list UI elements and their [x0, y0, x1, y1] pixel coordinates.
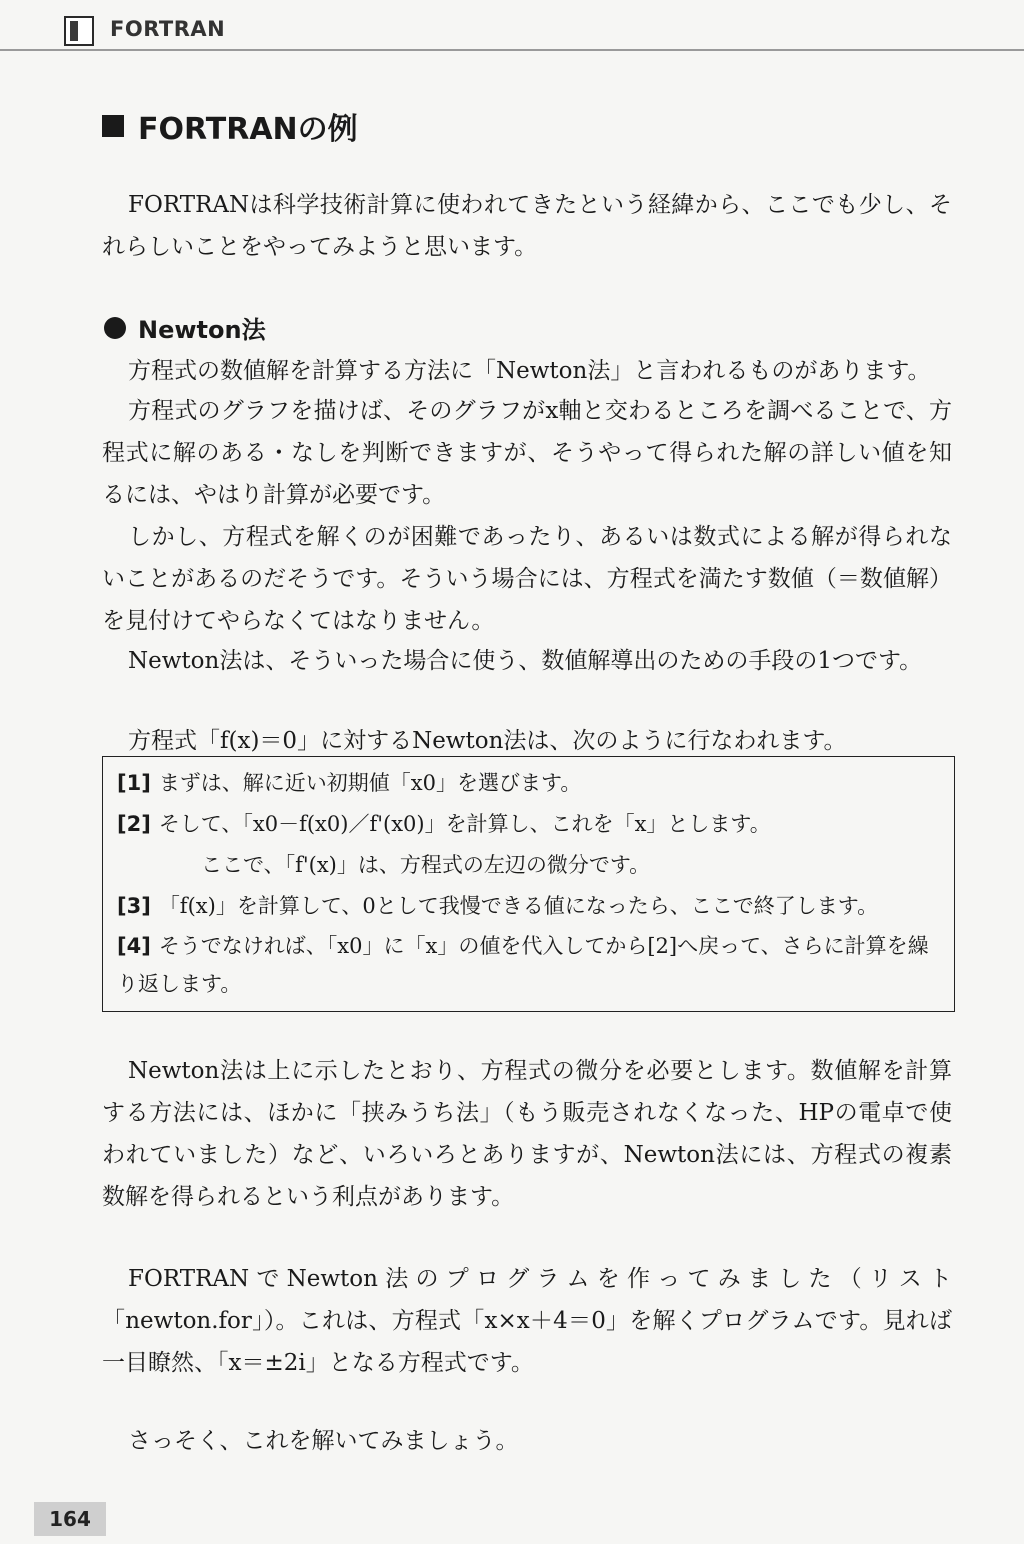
running-head-title: FORTRAN [110, 17, 226, 41]
step-item [117, 763, 940, 804]
step-item [117, 804, 940, 845]
body-paragraph: 方程式の数値解を計算する方法に「Newton法」と言われるものがあります。 [128, 358, 931, 384]
body-paragraph: FORTRANでNewton法のプログラムを作ってみました（リスト「newton.for」）。これは、方程式「x×x＋4＝0」を解くプログラムです。見れば一目瞭然、「x＝±2i」となる方程式です。 [102, 1266, 952, 1376]
step-number: [2] [117, 812, 151, 836]
book-icon [64, 16, 94, 46]
body-paragraph: Newton法は上に示したとおり、方程式の微分を必要とします。数値解を計算する方法には、ほかに「挟みうち法」（もう販売されなくなった、HPの電卓で使われていました）など、いろいろとありますが、Newton法には、方程式の複素数解を得られるという利点があります。 [102, 1058, 952, 1210]
body-paragraph: さっそく、これを解いてみましょう。 [128, 1428, 519, 1454]
step-text: まずは、解に近い初期値「x0」を選びます。 [158, 771, 582, 795]
section-title: FORTRANの例 [138, 112, 358, 147]
body-paragraph: しかし、方程式を解くのが困難であったり、あるいは数式による解が得られないことがあるのだそうです。そういう場合には、方程式を満たす数値（＝数値解）を見付けてやらなくてはなりません。 [102, 524, 952, 634]
step-text: そして、「x0－f(x0)／f'(x0)」を計算し、これを「x」とします。 [158, 812, 771, 836]
algorithm-steps-box [102, 756, 955, 1012]
square-bullet-icon [102, 115, 124, 137]
step-number: [1] [117, 771, 151, 795]
running-head [0, 0, 1024, 56]
section-heading [102, 104, 358, 148]
circle-bullet-icon [104, 317, 126, 339]
intro-paragraph: FORTRANは科学技術計算に使われてきたという経緯から、ここでも少し、それらしいことをやってみようと思います。 [102, 192, 952, 260]
body-paragraph: Newton法は、そういった場合に使う、数値解導出のための手段の1つです。 [128, 648, 923, 674]
subsection-heading [104, 310, 266, 345]
step-item [117, 886, 940, 927]
header-rule [0, 49, 1024, 51]
step-number: [4] [117, 934, 151, 958]
step-number: [3] [117, 894, 151, 918]
step-text: そうでなければ、「x0」に「x」の値を代入してから[2]へ戻って、さらに計算を繰り返します。 [117, 934, 929, 996]
step-note: ここで、「f'(x)」は、方程式の左辺の微分です。 [201, 853, 651, 877]
body-paragraph: 方程式のグラフを描けば、そのグラフがx軸と交わるところを調べることで、方程式に解のある・なしを判断できますが、そうやって得られた解の詳しい値を知るには、やはり計算が必要です。 [102, 398, 952, 508]
step-text: 「f(x)」を計算して、0として我慢できる値になったら、ここで終了します。 [158, 894, 879, 918]
step-item [117, 927, 940, 1003]
subsection-title: Newton法 [138, 316, 266, 344]
page-number: 164 [34, 1502, 106, 1536]
box-intro: 方程式「f(x)＝0」に対するNewton法は、次のように行なわれます。 [128, 728, 847, 754]
